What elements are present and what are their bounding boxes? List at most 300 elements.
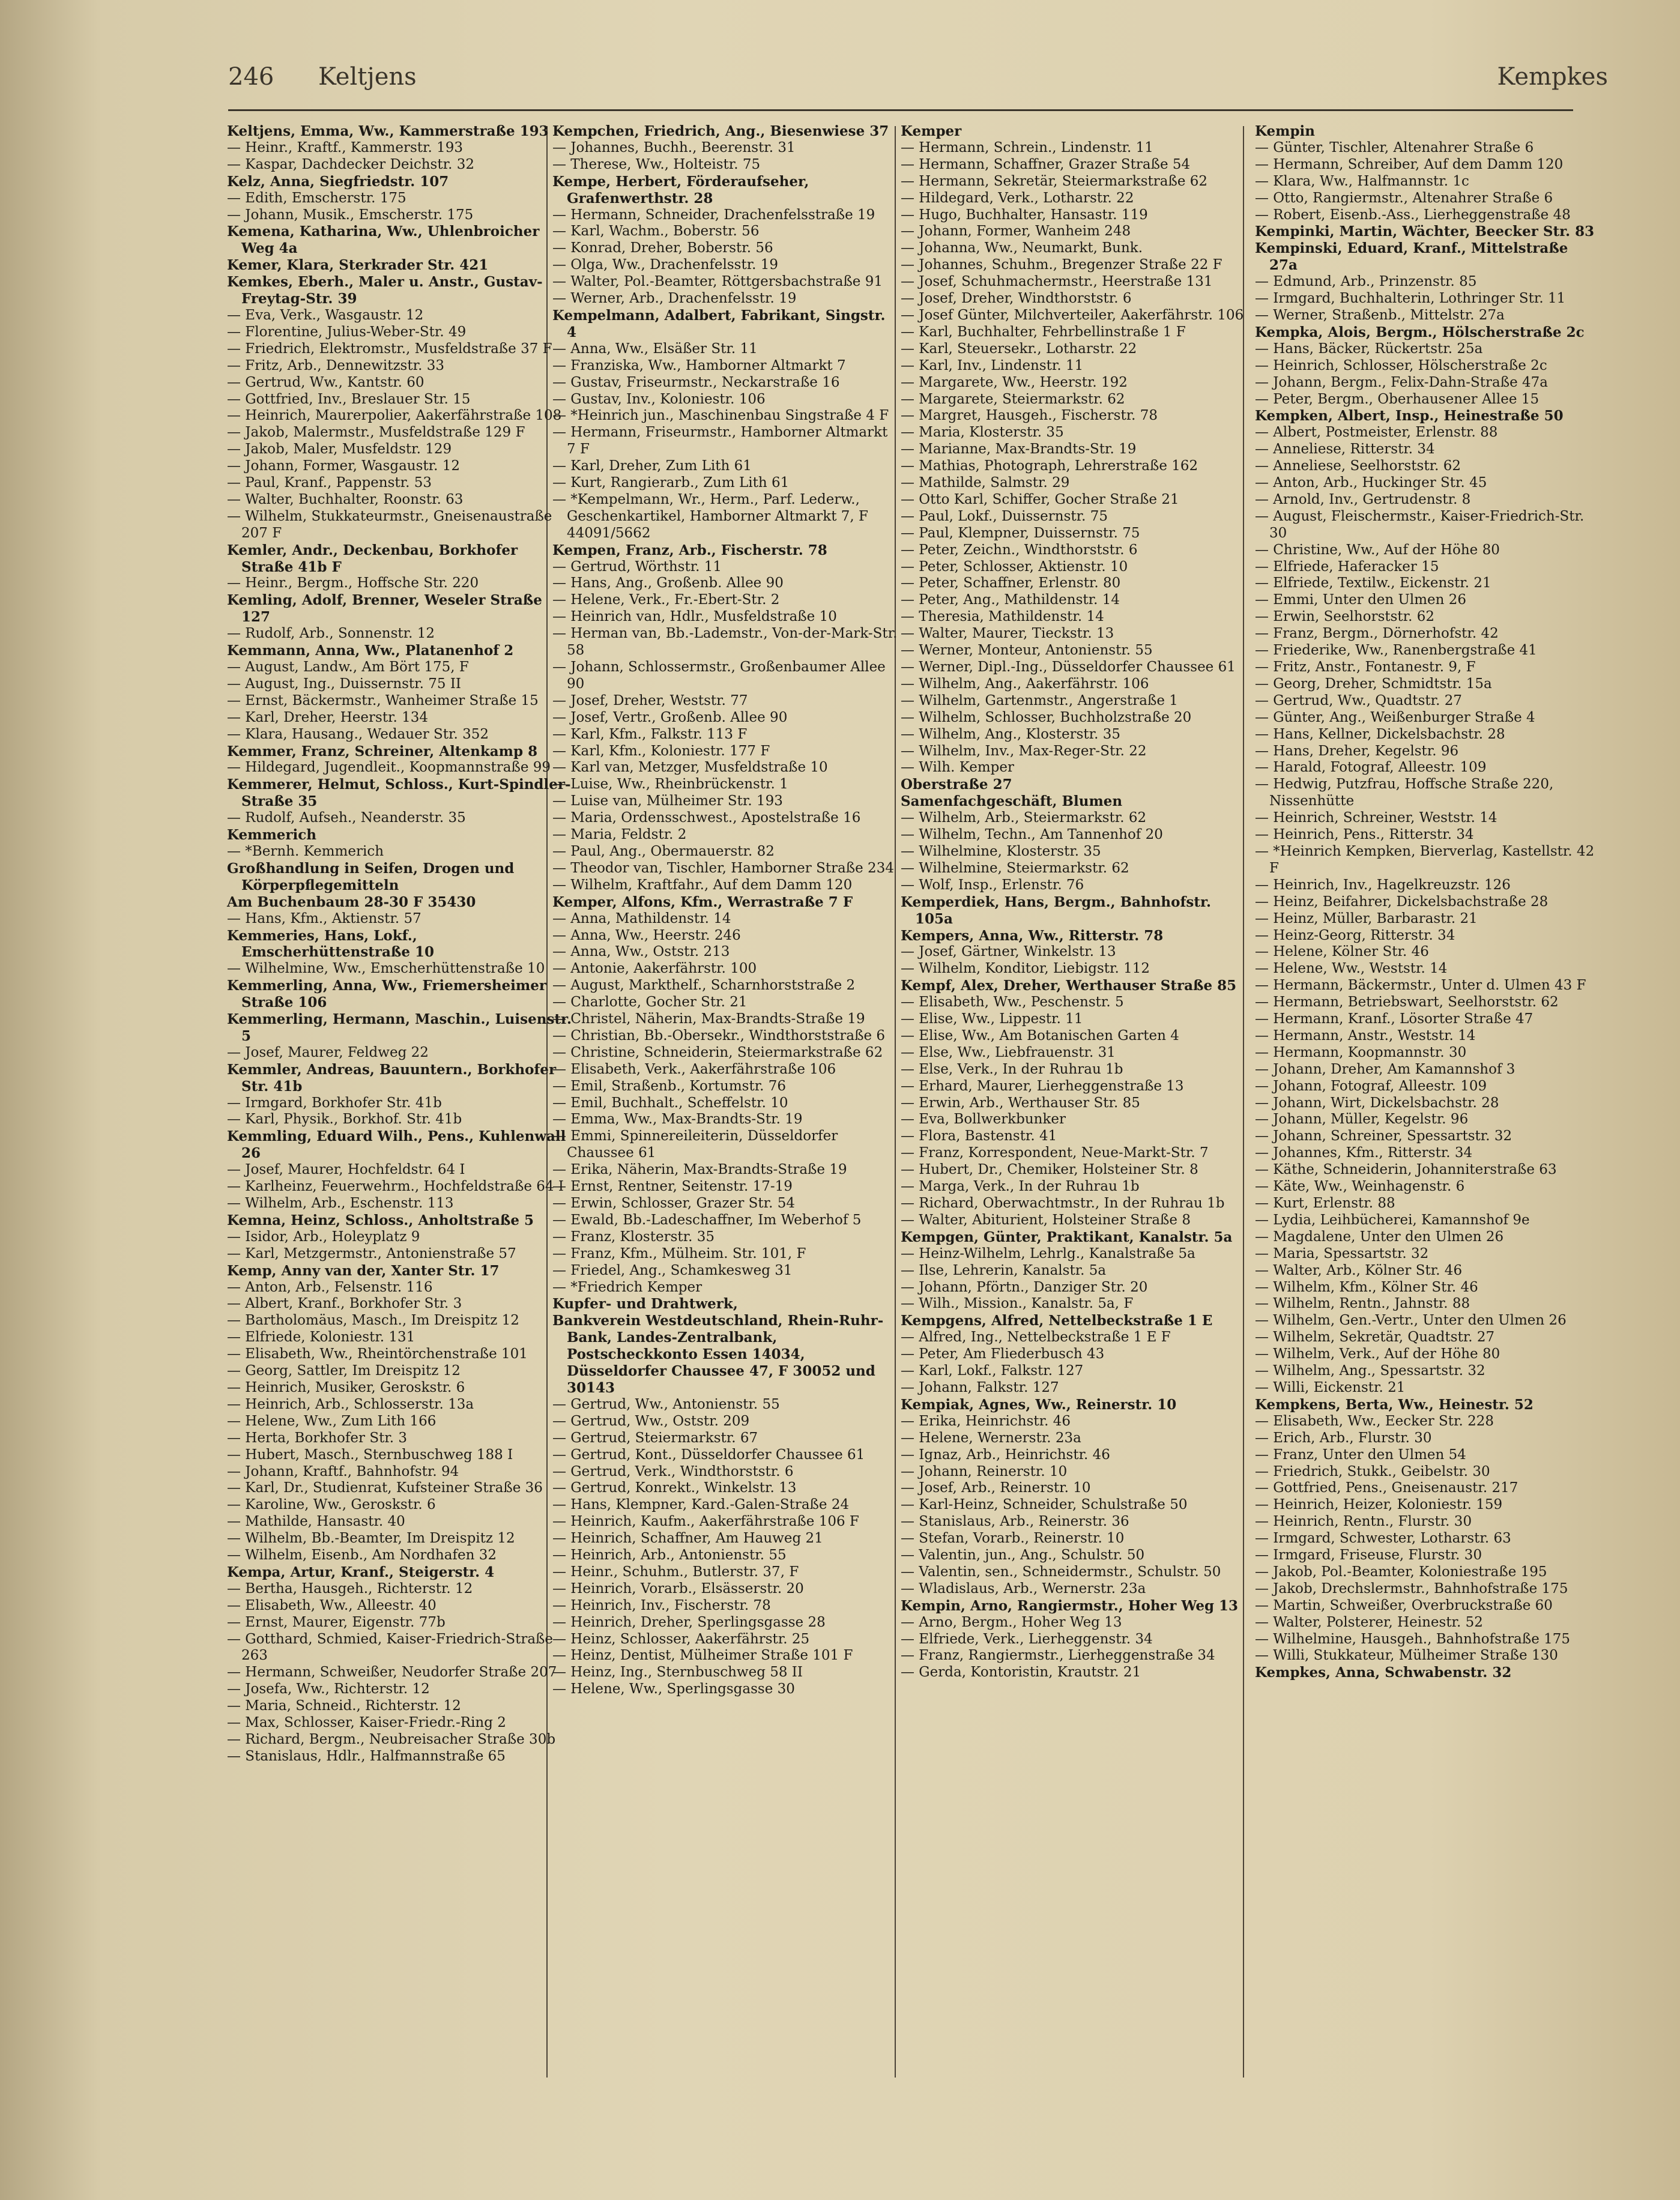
directory-entry: — Heinrich, Heizer, Koloniestr. 159 bbox=[1255, 1497, 1503, 1513]
directory-entry: Kempkens, Berta, Ww., Heinestr. 52 bbox=[1255, 1396, 1533, 1413]
directory-entry: — Heinrich, Pens., Ritterstr. 34 bbox=[1255, 827, 1474, 843]
directory-entry: — Wilhelm, Gen.-Vertr., Unter den Ulmen 26 bbox=[1255, 1313, 1567, 1329]
directory-entry: Kemmerling, Anna, Ww., Friemersheimer Straße 106 bbox=[227, 978, 547, 1011]
directory-entry: — Paul, Kranf., Pappenstr. 53 bbox=[227, 475, 432, 491]
directory-entry: — Hermann, Sekretär, Steiermarkstraße 62 bbox=[901, 173, 1208, 189]
directory-entry: — Wilhelmine, Steiermarkstr. 62 bbox=[901, 860, 1129, 876]
directory-entry: — Alfred, Ing., Nettelbeckstraße 1 E F bbox=[901, 1329, 1171, 1346]
directory-entry: — Anna, Ww., Elsäßer Str. 11 bbox=[552, 340, 758, 357]
directory-entry: Kempka, Alois, Bergm., Hölscherstraße 2c bbox=[1255, 324, 1585, 340]
directory-entry: — Heinrich, Schaffner, Am Hauweg 21 bbox=[552, 1531, 823, 1547]
directory-entry: — Konrad, Dreher, Boberstr. 56 bbox=[552, 240, 773, 256]
directory-entry: — Wolf, Insp., Erlenstr. 76 bbox=[901, 877, 1084, 893]
running-head-last: Kempkes bbox=[1497, 63, 1608, 91]
directory-entry: — Elfriede, Haferacker 15 bbox=[1255, 558, 1439, 575]
directory-entry: — Paul, Klempner, Duissernstr. 75 bbox=[901, 525, 1140, 541]
directory-entry: — Heinz, Schlosser, Aakerfährstr. 25 bbox=[552, 1631, 810, 1647]
directory-entry: — Anna, Ww., Oststr. 213 bbox=[552, 944, 730, 960]
directory-entry: Kempen, Franz, Arb., Fischerstr. 78 bbox=[552, 542, 827, 558]
directory-entry: — Wilhelmine, Ww., Emscherhüttenstraße 10 bbox=[227, 961, 545, 977]
directory-entry: — *Friedrich Kemper bbox=[552, 1279, 703, 1295]
directory-entry: — Max, Schlosser, Kaiser-Friedr.-Ring 2 bbox=[227, 1715, 506, 1731]
directory-entry: — Gertrud, Ww., Antonienstr. 55 bbox=[552, 1396, 780, 1412]
directory-entry: — Franziska, Ww., Hamborner Altmarkt 7 bbox=[552, 357, 846, 373]
directory-entry: — Karl, Lokf., Falkstr. 127 bbox=[901, 1363, 1084, 1379]
directory-entry: — Walter, Polsterer, Heinestr. 52 bbox=[1255, 1614, 1483, 1630]
directory-entry: — Luise, Ww., Rheinbrückenstr. 1 bbox=[552, 776, 788, 793]
directory-entry: — Johann, Bergm., Felix-Dahn-Straße 47a bbox=[1255, 374, 1549, 390]
directory-entry: — Christian, Bb.-Obersekr., Windthorststraße 6 bbox=[552, 1027, 886, 1044]
directory-entry: — Paul, Lokf., Duissernstr. 75 bbox=[901, 508, 1108, 524]
directory-entry: Kemer, Klara, Sterkrader Str. 421 bbox=[227, 257, 489, 274]
directory-entry: — Hubert, Masch., Sternbuschweg 188 I bbox=[227, 1446, 513, 1463]
directory-entry: — Hans, Dreher, Kegelstr. 96 bbox=[1255, 743, 1459, 759]
directory-entry: — Josef, Schuhmachermstr., Heerstraße 131 bbox=[901, 274, 1213, 290]
directory-entry: — Jakob, Malermstr., Musfeldstraße 129 F bbox=[227, 425, 525, 441]
directory-entry: — Wilhelm, Ang., Spessartstr. 32 bbox=[1255, 1363, 1485, 1379]
directory-entry: — Heinz, Ing., Sternbuschweg 58 II bbox=[552, 1664, 803, 1681]
directory-entry: — Elisabeth, Ww., Eecker Str. 228 bbox=[1255, 1413, 1494, 1429]
directory-entry: Kemler, Andr., Deckenbau, Borkhofer Straße 41b F bbox=[227, 542, 518, 575]
running-head-first: Keltjens bbox=[318, 63, 417, 91]
directory-column-4 bbox=[1255, 123, 1597, 1681]
directory-entry: — Herman van, Bb.-Lademstr., Von-der-Mark-Str. 58 bbox=[552, 626, 898, 659]
directory-entry: — Wilh. Kemper bbox=[901, 760, 1015, 776]
directory-entry: — Josef, Maurer, Feldweg 22 bbox=[227, 1044, 429, 1060]
directory-entry: — Marianne, Max-Brandts-Str. 19 bbox=[901, 441, 1137, 458]
directory-entry: — Arno, Bergm., Hoher Weg 13 bbox=[901, 1614, 1122, 1630]
directory-entry: Kempiak, Agnes, Ww., Reinerstr. 10 bbox=[901, 1396, 1177, 1413]
directory-entry: — Gustav, Inv., Koloniestr. 106 bbox=[552, 391, 766, 407]
directory-entry: — Walter, Buchhalter, Roonstr. 63 bbox=[227, 491, 464, 507]
directory-entry: — Friedel, Ang., Schamkesweg 31 bbox=[552, 1262, 793, 1278]
directory-entry: — Wladislaus, Arb., Wernerstr. 23a bbox=[901, 1580, 1146, 1597]
directory-entry: Kemmler, Andreas, Bauuntern., Borkhofer Str. 41b bbox=[227, 1061, 557, 1095]
directory-entry: Kempers, Anna, Ww., Ritterstr. 78 bbox=[901, 927, 1164, 944]
directory-entry: Kempe, Herbert, Förderaufseher, Grafenwerthstr. 28 bbox=[552, 173, 809, 207]
directory-entry: — Helene, Wernerstr. 23a bbox=[901, 1430, 1081, 1446]
directory-entry: — Antonie, Aakerfährstr. 100 bbox=[552, 961, 757, 977]
directory-entry: — Harald, Fotograf, Alleestr. 109 bbox=[1255, 760, 1487, 776]
directory-entry: — August, Fleischermstr., Kaiser-Friedrich-Str. 30 bbox=[1255, 508, 1585, 541]
directory-entry: — Maria, Feldstr. 2 bbox=[552, 827, 687, 843]
directory-entry: — Klara, Ww., Halfmannstr. 1c bbox=[1255, 173, 1469, 189]
directory-entry: — Josef, Dreher, Windthorststr. 6 bbox=[901, 291, 1132, 307]
directory-entry: — Elfriede, Koloniestr. 131 bbox=[227, 1329, 415, 1346]
directory-entry: Kemna, Heinz, Schloss., Anholtstraße 5 bbox=[227, 1212, 534, 1228]
directory-entry: — Karl van, Metzger, Musfeldstraße 10 bbox=[552, 760, 828, 776]
directory-entry: — Heinrich, Musiker, Geroskstr. 6 bbox=[227, 1379, 465, 1395]
directory-entry: — Hermann, Schweißer, Neudorfer Straße 207 bbox=[227, 1664, 557, 1681]
directory-entry: — Josef, Arb., Reinerstr. 10 bbox=[901, 1480, 1091, 1496]
directory-entry: — Anneliese, Seelhorststr. 62 bbox=[1255, 458, 1461, 474]
directory-entry: — Wilhelm, Gartenmstr., Angerstraße 1 bbox=[901, 692, 1178, 709]
directory-entry: — Walter, Maurer, Tieckstr. 13 bbox=[901, 626, 1114, 642]
directory-entry: Kempelmann, Adalbert, Fabrikant, Singstr. 4 bbox=[552, 307, 886, 340]
directory-entry: — Karl, Dr., Studienrat, Kufsteiner Straße 36 bbox=[227, 1480, 543, 1496]
directory-entry: — Johann, Pförtn., Danziger Str. 20 bbox=[901, 1279, 1148, 1295]
directory-entry: — Elisabeth, Ww., Rheintörchenstraße 101 bbox=[227, 1346, 528, 1362]
directory-entry: — August, Ing., Duissernstr. 75 II bbox=[227, 675, 462, 692]
directory-entry: — Ernst, Bäckermstr., Wanheimer Straße 15 bbox=[227, 692, 539, 709]
directory-entry: Kupfer- und Drahtwerk, bbox=[552, 1296, 738, 1313]
directory-entry: — Richard, Bergm., Neubreisacher Straße 30b bbox=[227, 1732, 556, 1747]
directory-entry: Kemp, Anny van der, Xanter Str. 17 bbox=[227, 1262, 500, 1279]
directory-entry: — Elise, Ww., Lippestr. 11 bbox=[901, 1011, 1083, 1027]
directory-entry: — Edith, Emscherstr. 175 bbox=[227, 190, 406, 206]
directory-entry: — Hildegard, Jugendleit., Koopmannstraße 99 bbox=[227, 760, 551, 776]
directory-entry: — Heinrich, Inv., Hagelkreuzstr. 126 bbox=[1255, 877, 1511, 893]
directory-entry: — Karl, Wachm., Boberstr. 56 bbox=[552, 223, 760, 240]
directory-entry: — Peter, Ang., Mathildenstr. 14 bbox=[901, 592, 1120, 608]
directory-entry: — Helene, Ww., Weststr. 14 bbox=[1255, 961, 1448, 977]
directory-entry: — Erwin, Schlosser, Grazer Str. 54 bbox=[552, 1195, 796, 1211]
directory-entry: Kempinski, Eduard, Kranf., Mittelstraße 27a bbox=[1255, 240, 1568, 274]
directory-entry: — Martin, Schweißer, Overbruckstraße 60 bbox=[1255, 1597, 1553, 1613]
directory-entry: — Gottfried, Pens., Gneisenaustr. 217 bbox=[1255, 1480, 1518, 1496]
directory-entry: — Karoline, Ww., Geroskstr. 6 bbox=[227, 1497, 436, 1513]
directory-entry: — Maria, Ordensschwest., Apostelstraße 16 bbox=[552, 810, 861, 826]
directory-entry: — Gotthard, Schmied, Kaiser-Friedrich-Straße 263 bbox=[227, 1631, 554, 1664]
directory-entry: — Wilhelm, Stukkateurmstr., Gneisenaustraße 207 F bbox=[227, 508, 552, 541]
directory-entry: Kemper, Alfons, Kfm., Werrastraße 7 F bbox=[552, 893, 853, 910]
directory-entry: — Karl-Heinz, Schneider, Schulstraße 50 bbox=[901, 1497, 1188, 1513]
directory-entry: — Peter, Am Fliederbusch 43 bbox=[901, 1346, 1105, 1362]
directory-entry: — Johann, Müller, Kegelstr. 96 bbox=[1255, 1111, 1469, 1128]
directory-entry: — Karl, Dreher, Zum Lith 61 bbox=[552, 458, 752, 474]
directory-entry: — Werner, Straßenb., Mittelstr. 27a bbox=[1255, 307, 1505, 323]
directory-entry: — Wilhelm, Schlosser, Buchholzstraße 20 bbox=[901, 709, 1192, 725]
directory-entry: — Gertrud, Verk., Windthorststr. 6 bbox=[552, 1463, 794, 1479]
directory-entry: — Johannes, Buchh., Beerenstr. 31 bbox=[552, 139, 796, 156]
directory-entry: — Wilhelmine, Hausgeh., Bahnhofstraße 175 bbox=[1255, 1631, 1571, 1647]
directory-entry: — Karl, Inv., Lindenstr. 11 bbox=[901, 357, 1084, 373]
directory-entry: — Bartholomäus, Masch., Im Dreispitz 12 bbox=[227, 1313, 519, 1329]
directory-entry: Kemmann, Anna, Ww., Platanenhof 2 bbox=[227, 642, 514, 659]
directory-entry: — Maria, Spessartstr. 32 bbox=[1255, 1245, 1429, 1262]
directory-entry: — Gertrud, Ww., Quadtstr. 27 bbox=[1255, 692, 1462, 709]
directory-entry: Oberstraße 27 bbox=[901, 776, 1012, 793]
directory-entry: Kemling, Adolf, Brenner, Weseler Straße 127 bbox=[227, 592, 542, 626]
directory-entry: — Hans, Ang., Großenb. Allee 90 bbox=[552, 575, 784, 591]
directory-entry: — Johann, Musik., Emscherstr. 175 bbox=[227, 207, 474, 223]
directory-entry: Kemkes, Eberh., Maler u. Anstr., Gustav-Freytag-Str. 39 bbox=[227, 274, 543, 307]
directory-entry: — Else, Ww., Liebfrauenstr. 31 bbox=[901, 1044, 1116, 1060]
directory-entry: — Hermann, Schrein., Lindenstr. 11 bbox=[901, 139, 1153, 156]
directory-entry: — Edmund, Arb., Prinzenstr. 85 bbox=[1255, 274, 1477, 290]
directory-entry: — Franz, Klosterstr. 35 bbox=[552, 1228, 715, 1245]
directory-entry: Kemmerich bbox=[227, 827, 317, 844]
directory-entry: — Elfriede, Verk., Lierheggenstr. 34 bbox=[901, 1631, 1153, 1647]
directory-entry: — Luise van, Mülheimer Str. 193 bbox=[552, 793, 783, 809]
directory-entry: — Erhard, Maurer, Lierheggenstraße 13 bbox=[901, 1078, 1184, 1094]
directory-entry: — Emma, Ww., Max-Brandts-Str. 19 bbox=[552, 1111, 803, 1128]
directory-entry: — Olga, Ww., Drachenfelsstr. 19 bbox=[552, 257, 779, 273]
directory-entry: — Hans, Klempner, Kard.-Galen-Straße 24 bbox=[552, 1497, 850, 1513]
directory-entry: — Walter, Abiturient, Holsteiner Straße 8 bbox=[901, 1212, 1191, 1228]
directory-entry: Kempa, Artur, Kranf., Steigerstr. 4 bbox=[227, 1564, 495, 1580]
directory-entry: — Hermann, Kranf., Lösorter Straße 47 bbox=[1255, 1011, 1533, 1027]
directory-entry: Keltjens, Emma, Ww., Kammerstraße 193 bbox=[227, 123, 549, 139]
directory-entry: — Johann, Wirt, Dickelsbachstr. 28 bbox=[1255, 1095, 1499, 1111]
directory-entry: — Erwin, Arb., Werthauser Str. 85 bbox=[901, 1095, 1140, 1111]
directory-entry: — Franz, Unter den Ulmen 54 bbox=[1255, 1446, 1466, 1463]
directory-entry: — Wilhelm, Verk., Auf der Höhe 80 bbox=[1255, 1346, 1500, 1362]
directory-entry: — Ignaz, Arb., Heinrichstr. 46 bbox=[901, 1446, 1110, 1463]
directory-entry: — Stefan, Vorarb., Reinerstr. 10 bbox=[901, 1531, 1125, 1547]
directory-entry: Kempin bbox=[1255, 123, 1315, 139]
directory-entry: — Hugo, Buchhalter, Hansastr. 119 bbox=[901, 207, 1148, 223]
directory-entry: — Gottfried, Inv., Breslauer Str. 15 bbox=[227, 391, 471, 407]
directory-entry: — Hans, Kellner, Dickelsbachstr. 28 bbox=[1255, 726, 1505, 742]
directory-entry: — *Heinrich jun., Maschinenbau Singstraße 4 F bbox=[552, 408, 889, 424]
directory-entry: — Karl, Metzgermstr., Antonienstraße 57 bbox=[227, 1245, 516, 1262]
directory-entry: — Rudolf, Arb., Sonnenstr. 12 bbox=[227, 626, 435, 642]
directory-entry: — Florentine, Julius-Weber-Str. 49 bbox=[227, 324, 467, 340]
directory-entry: — Wilhelm, Arb., Eschenstr. 113 bbox=[227, 1195, 454, 1211]
directory-entry: — Heinrich, Schlosser, Hölscherstraße 2c bbox=[1255, 357, 1547, 373]
directory-entry: — Heinz, Beifahrer, Dickelsbachstraße 28 bbox=[1255, 893, 1549, 910]
directory-entry: — Heinrich, Kaufm., Aakerfährstraße 106 F bbox=[552, 1514, 859, 1530]
directory-entry: — Jakob, Pol.-Beamter, Koloniestraße 195 bbox=[1255, 1564, 1547, 1580]
directory-entry: — Peter, Zeichn., Windthorststr. 6 bbox=[901, 542, 1138, 558]
directory-entry: — Heinz-Wilhelm, Lehrlg., Kanalstraße 5a bbox=[901, 1245, 1195, 1262]
directory-entry: — Charlotte, Gocher Str. 21 bbox=[552, 994, 748, 1011]
directory-entry: Kemper bbox=[901, 123, 962, 139]
directory-entry: — Emil, Straßenb., Kortumstr. 76 bbox=[552, 1078, 787, 1094]
directory-entry: — Wilhelm, Sekretär, Quadtstr. 27 bbox=[1255, 1329, 1495, 1346]
directory-entry: — Heinrich, Vorarb., Elsässerstr. 20 bbox=[552, 1580, 804, 1597]
directory-entry: — Mathias, Photograph, Lehrerstraße 162 bbox=[901, 458, 1198, 474]
directory-entry: — Helene, Verk., Fr.-Ebert-Str. 2 bbox=[552, 592, 780, 608]
directory-entry: Kemena, Katharina, Ww., Uhlenbroicher Weg 4a bbox=[227, 223, 540, 257]
directory-entry: — Friederike, Ww., Ranenbergstraße 41 bbox=[1255, 642, 1537, 659]
directory-entry: — Hermann, Anstr., Weststr. 14 bbox=[1255, 1027, 1476, 1044]
directory-entry: — August, Landw., Am Bört 175, F bbox=[227, 659, 469, 675]
directory-entry: — Erika, Näherin, Max-Brandts-Straße 19 bbox=[552, 1162, 847, 1178]
directory-entry: — Arnold, Inv., Gertrudenstr. 8 bbox=[1255, 491, 1471, 507]
directory-entry: — Jakob, Drechslermstr., Bahnhofstraße 175 bbox=[1255, 1580, 1568, 1597]
header-rule bbox=[228, 109, 1573, 111]
directory-entry: — Wilhelm, Inv., Max-Reger-Str. 22 bbox=[901, 743, 1147, 759]
directory-entry: — Christine, Ww., Auf der Höhe 80 bbox=[1255, 542, 1500, 558]
directory-entry: — Heinr., Schuhm., Butlerstr. 37, F bbox=[552, 1564, 799, 1580]
directory-entry: — Josefa, Ww., Richterstr. 12 bbox=[227, 1681, 430, 1697]
directory-entry: — Anton, Arb., Felsenstr. 116 bbox=[227, 1279, 433, 1295]
page-header bbox=[228, 63, 1644, 99]
directory-entry: — Gertrud, Kont., Düsseldorfer Chaussee 61 bbox=[552, 1446, 865, 1463]
directory-entry: — Maria, Schneid., Richterstr. 12 bbox=[227, 1698, 461, 1714]
directory-entry: — Gustav, Friseurmstr., Neckarstraße 16 bbox=[552, 374, 840, 390]
directory-entry: — Robert, Eisenb.-Ass., Lierheggenstraße 48 bbox=[1255, 207, 1571, 223]
directory-entry: — Johanna, Ww., Neumarkt, Bunk. bbox=[901, 240, 1143, 256]
directory-entry: — Otto Karl, Schiffer, Gocher Straße 21 bbox=[901, 491, 1179, 507]
page-number: 246 bbox=[228, 63, 274, 91]
directory-entry: — Willi, Stukkateur, Mülheimer Straße 130 bbox=[1255, 1648, 1558, 1664]
directory-entry: Kempkes, Anna, Schwabenstr. 32 bbox=[1255, 1664, 1512, 1681]
directory-entry: — Anna, Ww., Heerstr. 246 bbox=[552, 927, 741, 943]
directory-entry: — Josef, Maurer, Hochfeldstr. 64 I bbox=[227, 1162, 465, 1178]
directory-entry: — Heinr., Kraftf., Kammerstr. 193 bbox=[227, 139, 463, 156]
directory-entry: — Marga, Verk., In der Ruhrau 1b bbox=[901, 1179, 1140, 1195]
directory-entry: — Hermann, Schreiber, Auf dem Damm 120 bbox=[1255, 156, 1564, 172]
directory-entry: — Johann, Reinerstr. 10 bbox=[901, 1463, 1068, 1479]
directory-entry: — Wilhelm, Rentn., Jahnstr. 88 bbox=[1255, 1296, 1470, 1312]
directory-entry: — Paul, Ang., Obermauerstr. 82 bbox=[552, 843, 775, 859]
directory-entry: — Karlheinz, Feuerwehrm., Hochfeldstraße 64 I bbox=[227, 1179, 564, 1195]
directory-entry: — Albert, Kranf., Borkhofer Str. 3 bbox=[227, 1296, 462, 1312]
directory-entry: — Johann, Schlossermstr., Großenbaumer Allee 90 bbox=[552, 659, 886, 692]
directory-entry: — Helene, Ww., Sperlingsgasse 30 bbox=[552, 1681, 795, 1697]
directory-entry: — Heinrich, Rentn., Flurstr. 30 bbox=[1255, 1514, 1472, 1530]
directory-entry: — Johann, Schreiner, Spessartstr. 32 bbox=[1255, 1128, 1512, 1144]
directory-entry: — Werner, Dipl.-Ing., Düsseldorfer Chaussee 61 bbox=[901, 659, 1236, 675]
directory-entry: — Klara, Hausang., Wedauer Str. 352 bbox=[227, 726, 489, 742]
directory-entry: — Karl, Steuersekr., Lotharstr. 22 bbox=[901, 340, 1137, 357]
directory-entry: — Magdalene, Unter den Ulmen 26 bbox=[1255, 1228, 1504, 1245]
directory-entry: — Hans, Bäcker, Rückertstr. 25a bbox=[1255, 340, 1483, 357]
directory-entry: — Peter, Schlosser, Aktienstr. 10 bbox=[901, 558, 1128, 575]
directory-entry: Bankverein Westdeutschland, Rhein-Ruhr-Bank, Landes-Zentralbank, Postscheckkonto Essen 14034, Düsseldorfer Chaussee 47, F 30052 und 30143 bbox=[552, 1313, 884, 1396]
directory-entry: — Johann, Fotograf, Alleestr. 109 bbox=[1255, 1078, 1487, 1094]
directory-entry: — Wilhelm, Kfm., Kölner Str. 46 bbox=[1255, 1279, 1478, 1295]
directory-entry: — Fritz, Arb., Dennewitzstr. 33 bbox=[227, 357, 444, 373]
directory-entry: — Hermann, Friseurmstr., Hamborner Altmarkt 7 F bbox=[552, 425, 888, 458]
directory-entry: — Johann, Former, Wanheim 248 bbox=[901, 223, 1131, 240]
directory-entry: — Werner, Arb., Drachenfelsstr. 19 bbox=[552, 291, 797, 307]
directory-entry: — Hubert, Dr., Chemiker, Holsteiner Str. 8 bbox=[901, 1162, 1198, 1178]
directory-entry: — Günter, Ang., Weißenburger Straße 4 bbox=[1255, 709, 1535, 725]
directory-entry: — Valentin, sen., Schneidermstr., Schulstr. 50 bbox=[901, 1564, 1221, 1580]
directory-entry: — Heinr., Bergm., Hoffsche Str. 220 bbox=[227, 575, 479, 591]
directory-entry: — Heinrich, Maurerpolier, Aakerfährstraße 108 bbox=[227, 408, 562, 424]
directory-entry: — Käthe, Schneiderin, Johanniterstraße 63 bbox=[1255, 1162, 1557, 1178]
directory-entry: — Anna, Mathildenstr. 14 bbox=[552, 910, 731, 926]
directory-column-3 bbox=[901, 123, 1246, 1681]
directory-entry: Kemmerer, Helmut, Schloss., Kurt-Spindler-Straße 35 bbox=[227, 776, 571, 810]
directory-entry: Kempchen, Friedrich, Ang., Biesenwiese 37 bbox=[552, 123, 889, 139]
directory-column-2 bbox=[552, 123, 898, 1698]
directory-entry: — *Heinrich Kempken, Bierverlag, Kastellstr. 42 F bbox=[1255, 843, 1595, 876]
directory-entry: — Heinz, Müller, Barbarastr. 21 bbox=[1255, 910, 1478, 926]
directory-entry: — Erich, Arb., Flurstr. 30 bbox=[1255, 1430, 1432, 1446]
directory-entry: — Anton, Arb., Huckinger Str. 45 bbox=[1255, 475, 1487, 491]
directory-entry: — Emmi, Spinnereileiterin, Düsseldorfer Chaussee 61 bbox=[552, 1128, 838, 1161]
directory-entry: — August, Markthelf., Scharnhorststraße 2 bbox=[552, 978, 856, 994]
directory-entry: — Rudolf, Aufseh., Neanderstr. 35 bbox=[227, 810, 466, 826]
directory-entry: — Elisabeth, Verk., Aakerfährstraße 106 bbox=[552, 1061, 836, 1077]
directory-entry: — Hermann, Schneider, Drachenfelsstraße 19 bbox=[552, 207, 875, 223]
directory-entry: — Johannes, Schuhm., Bregenzer Straße 22 F bbox=[901, 257, 1222, 273]
directory-entry: — Günter, Tischler, Altenahrer Straße 6 bbox=[1255, 139, 1534, 156]
directory-entry: — Peter, Schaffner, Erlenstr. 80 bbox=[901, 575, 1121, 591]
directory-entry: — Stanislaus, Hdlr., Halfmannstraße 65 bbox=[227, 1748, 506, 1764]
directory-entry: — Wilhelm, Konditor, Liebigstr. 112 bbox=[901, 961, 1150, 977]
directory-entry: — Josef, Dreher, Weststr. 77 bbox=[552, 692, 748, 709]
directory-entry: — Ilse, Lehrerin, Kanalstr. 5a bbox=[901, 1262, 1107, 1278]
directory-entry: — Karl, Dreher, Heerstr. 134 bbox=[227, 709, 429, 725]
directory-entry: — Heinz-Georg, Ritterstr. 34 bbox=[1255, 927, 1455, 943]
directory-entry: — Josef, Gärtner, Winkelstr. 13 bbox=[901, 944, 1116, 960]
directory-entry: Kempgen, Günter, Praktikant, Kanalstr. 5a bbox=[901, 1228, 1233, 1245]
directory-entry: Kemmeries, Hans, Lokf., Emscherhüttenstraße 10 bbox=[227, 927, 435, 961]
directory-entry: — Erika, Heinrichstr. 46 bbox=[901, 1413, 1071, 1429]
directory-entry: — Flora, Bastenstr. 41 bbox=[901, 1128, 1057, 1144]
directory-entry: Kemmer, Franz, Schreiner, Altenkamp 8 bbox=[227, 743, 538, 760]
directory-entry: Kempinki, Martin, Wächter, Beecker Str. 83 bbox=[1255, 223, 1595, 240]
directory-entry: — Valentin, jun., Ang., Schulstr. 50 bbox=[901, 1547, 1145, 1564]
directory-entry: — Wilhelm, Arb., Steiermarkstr. 62 bbox=[901, 810, 1147, 826]
directory-entry: — Elisabeth, Ww., Peschenstr. 5 bbox=[901, 994, 1124, 1011]
directory-entry: — Hans, Kfm., Aktienstr. 57 bbox=[227, 910, 422, 926]
directory-entry: — Hermann, Betriebswart, Seelhorststr. 62 bbox=[1255, 994, 1559, 1011]
directory-entry: Kemmerling, Hermann, Maschin., Luisenstr. 5 bbox=[227, 1011, 572, 1044]
directory-entry: — Wilh., Mission., Kanalstr. 5a, F bbox=[901, 1296, 1134, 1312]
directory-entry: — Wilhelmine, Klosterstr. 35 bbox=[901, 843, 1101, 859]
directory-entry: — *Kempelmann, Wr., Herm., Parf. Lederw., Geschenkartikel, Hamborner Altmarkt 7, F 44091/5662 bbox=[552, 491, 868, 541]
directory-entry: — Anneliese, Ritterstr. 34 bbox=[1255, 441, 1435, 458]
directory-entry: — Eva, Verk., Wasgaustr. 12 bbox=[227, 307, 424, 323]
directory-entry: — Josef Günter, Milchverteiler, Aakerfährstr. 106 bbox=[901, 307, 1244, 323]
directory-entry: — Christel, Näherin, Max-Brandts-Straße 19 bbox=[552, 1011, 865, 1027]
directory-entry: — Otto, Rangiermstr., Altenahrer Straße 6 bbox=[1255, 190, 1553, 206]
directory-entry: — Eva, Bollwerkbunker bbox=[901, 1111, 1066, 1128]
directory-entry: — Hildegard, Verk., Lotharstr. 22 bbox=[901, 190, 1134, 206]
directory-entry: — Johann, Former, Wasgaustr. 12 bbox=[227, 458, 461, 474]
directory-entry: — Hermann, Schaffner, Grazer Straße 54 bbox=[901, 156, 1191, 172]
directory-entry: Kelz, Anna, Siegfriedstr. 107 bbox=[227, 173, 449, 190]
directory-entry: — Fritz, Anstr., Fontanestr. 9, F bbox=[1255, 659, 1476, 675]
directory-entry: — Hermann, Koopmannstr. 30 bbox=[1255, 1044, 1467, 1060]
directory-entry: — Lydia, Leihbücherei, Kamannshof 9e bbox=[1255, 1212, 1530, 1228]
directory-entry: — Johann, Falkstr. 127 bbox=[901, 1379, 1059, 1395]
directory-entry: — Gertrud, Steiermarkstr. 67 bbox=[552, 1430, 758, 1446]
directory-entry: — Irmgard, Schwester, Lotharstr. 63 bbox=[1255, 1531, 1511, 1547]
directory-entry: — Heinrich, Inv., Fischerstr. 78 bbox=[552, 1597, 771, 1613]
directory-entry: — Karl, Kfm., Falkstr. 113 F bbox=[552, 726, 748, 742]
directory-entry: — Karl, Kfm., Koloniestr. 177 F bbox=[552, 743, 770, 759]
directory-column-1 bbox=[227, 123, 572, 1765]
directory-entry: — Franz, Korrespondent, Neue-Markt-Str. 7 bbox=[901, 1145, 1209, 1161]
directory-entry: — Heinrich, Arb., Schlosserstr. 13a bbox=[227, 1396, 474, 1412]
directory-entry: — Kaspar, Dachdecker Deichstr. 32 bbox=[227, 156, 474, 172]
directory-entry: — Margarete, Ww., Heerstr. 192 bbox=[901, 374, 1128, 390]
directory-entry: — Josef, Vertr., Großenb. Allee 90 bbox=[552, 709, 788, 725]
directory-entry: — Wilhelm, Ang., Klosterstr. 35 bbox=[901, 726, 1120, 742]
directory-entry: — Stanislaus, Arb., Reinerstr. 36 bbox=[901, 1514, 1129, 1530]
directory-entry: — Elfriede, Textilw., Eickenstr. 21 bbox=[1255, 575, 1491, 591]
directory-entry: Kempgens, Alfred, Nettelbeckstraße 1 E bbox=[901, 1313, 1213, 1329]
directory-entry: — Johannes, Kfm., Ritterstr. 34 bbox=[1255, 1145, 1473, 1161]
directory-entry: — Gertrud, Wörthstr. 11 bbox=[552, 558, 722, 575]
directory-entry: — *Bernh. Kemmerich bbox=[227, 843, 384, 859]
directory-entry: — Wilhelm, Ang., Aakerfährstr. 106 bbox=[901, 675, 1149, 692]
directory-entry: — Karl, Physik., Borkhof. Str. 41b bbox=[227, 1111, 462, 1128]
directory-entry: — Wilhelm, Bb.-Beamter, Im Dreispitz 12 bbox=[227, 1531, 515, 1547]
directory-entry: — Walter, Pol.-Beamter, Röttgersbachstraße 91 bbox=[552, 274, 883, 290]
directory-entry: — Heinrich, Dreher, Sperlingsgasse 28 bbox=[552, 1614, 826, 1630]
directory-entry: — Else, Verk., In der Ruhrau 1b bbox=[901, 1061, 1123, 1077]
directory-entry: — Margarete, Steiermarkstr. 62 bbox=[901, 391, 1125, 407]
directory-entry: — Gertrud, Ww., Oststr. 209 bbox=[552, 1413, 750, 1429]
directory-entry: Am Buchenbaum 28-30 F 35430 bbox=[227, 893, 476, 910]
directory-entry: — Franz, Bergm., Dörnerhofstr. 42 bbox=[1255, 626, 1499, 642]
directory-entry: — Kurt, Erlenstr. 88 bbox=[1255, 1195, 1395, 1211]
directory-entry: — Gerda, Kontoristin, Krautstr. 21 bbox=[901, 1664, 1141, 1681]
directory-entry: Kempf, Alex, Dreher, Werthauser Straße 85 bbox=[901, 978, 1237, 994]
directory-entry: — Johann, Dreher, Am Kamannshof 3 bbox=[1255, 1061, 1515, 1077]
directory-entry: — Maria, Klosterstr. 35 bbox=[901, 425, 1064, 441]
